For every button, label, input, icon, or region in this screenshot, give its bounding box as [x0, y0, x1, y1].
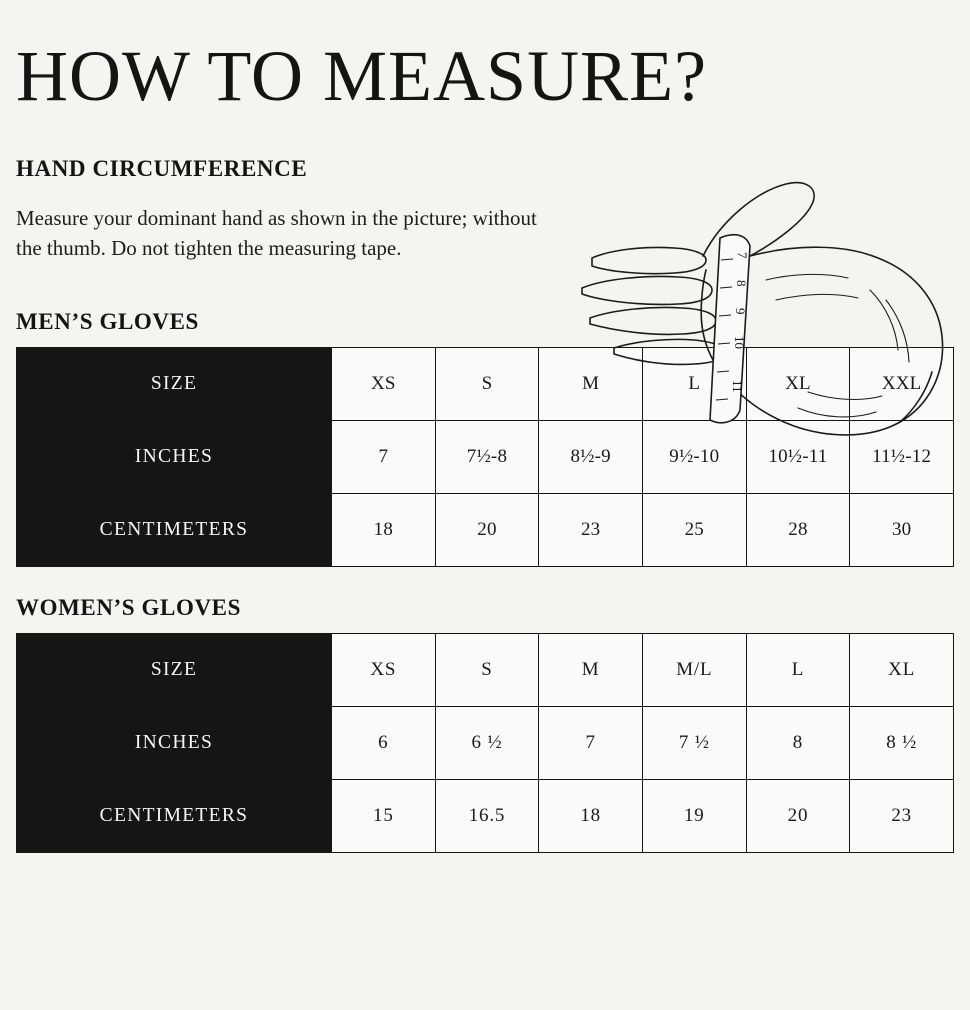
cell: 7 — [539, 707, 643, 780]
hand-circumference-description: Measure your dominant hand as shown in the picture; without the thumb. Do not tighten the measuring tape. — [16, 206, 537, 261]
cell: 6 — [332, 707, 436, 780]
size-guide-page — [0, 36, 970, 1010]
table-row — [17, 707, 954, 780]
cell: 7½-8 — [435, 421, 539, 494]
cell: M — [539, 634, 643, 707]
cell: 7 ½ — [642, 707, 746, 780]
cell: 6 ½ — [435, 707, 539, 780]
cell: 10½-11 — [746, 421, 850, 494]
page-title: HOW TO MEASURE? — [16, 36, 708, 116]
row-label-size: SIZE — [17, 634, 332, 707]
cell: M/L — [642, 634, 746, 707]
cell: XXL — [850, 348, 954, 421]
cell: 9½-10 — [642, 421, 746, 494]
cell: 8½-9 — [539, 421, 643, 494]
cell: 30 — [850, 494, 954, 567]
womens-gloves-title: WOMEN’S GLOVES — [16, 595, 242, 621]
cell: 16.5 — [435, 780, 539, 853]
cell: XS — [332, 348, 436, 421]
cell: XS — [332, 634, 436, 707]
cell: 8 ½ — [850, 707, 954, 780]
row-label-size: SIZE — [17, 348, 332, 421]
hand-with-measuring-tape-icon — [570, 160, 960, 440]
cell: L — [746, 634, 850, 707]
cell: XL — [850, 634, 954, 707]
tape-mark: 7 — [735, 252, 750, 259]
cell: 7 — [332, 421, 436, 494]
table-row — [17, 780, 954, 853]
row-label-inches: INCHES — [17, 707, 332, 780]
cell: 28 — [746, 494, 850, 567]
cell: 18 — [332, 494, 436, 567]
cell: S — [435, 348, 539, 421]
cell: S — [435, 634, 539, 707]
cell: 15 — [332, 780, 436, 853]
tape-mark: 11 — [730, 380, 745, 393]
cell: 19 — [642, 780, 746, 853]
cell: XL — [746, 348, 850, 421]
row-label-centimeters: CENTIMETERS — [17, 494, 332, 567]
table-row — [17, 634, 954, 707]
womens-gloves-table — [16, 633, 954, 853]
table-row — [17, 494, 954, 567]
cell: 25 — [642, 494, 746, 567]
cell: 11½-12 — [850, 421, 954, 494]
cell: 23 — [539, 494, 643, 567]
row-label-inches: INCHES — [17, 421, 332, 494]
tape-mark: 10 — [732, 336, 747, 349]
cell: 23 — [850, 780, 954, 853]
cell: 20 — [435, 494, 539, 567]
tape-mark: 8 — [734, 280, 749, 287]
hand-illustration — [570, 160, 960, 440]
cell: 8 — [746, 707, 850, 780]
cell: L — [642, 348, 746, 421]
hand-circumference-heading: HAND CIRCUMFERENCE — [16, 156, 308, 181]
tape-mark: 9 — [733, 308, 748, 315]
cell: 18 — [539, 780, 643, 853]
row-label-centimeters: CENTIMETERS — [17, 780, 332, 853]
mens-gloves-title: MEN’S GLOVES — [16, 309, 199, 335]
cell: 20 — [746, 780, 850, 853]
cell: M — [539, 348, 643, 421]
